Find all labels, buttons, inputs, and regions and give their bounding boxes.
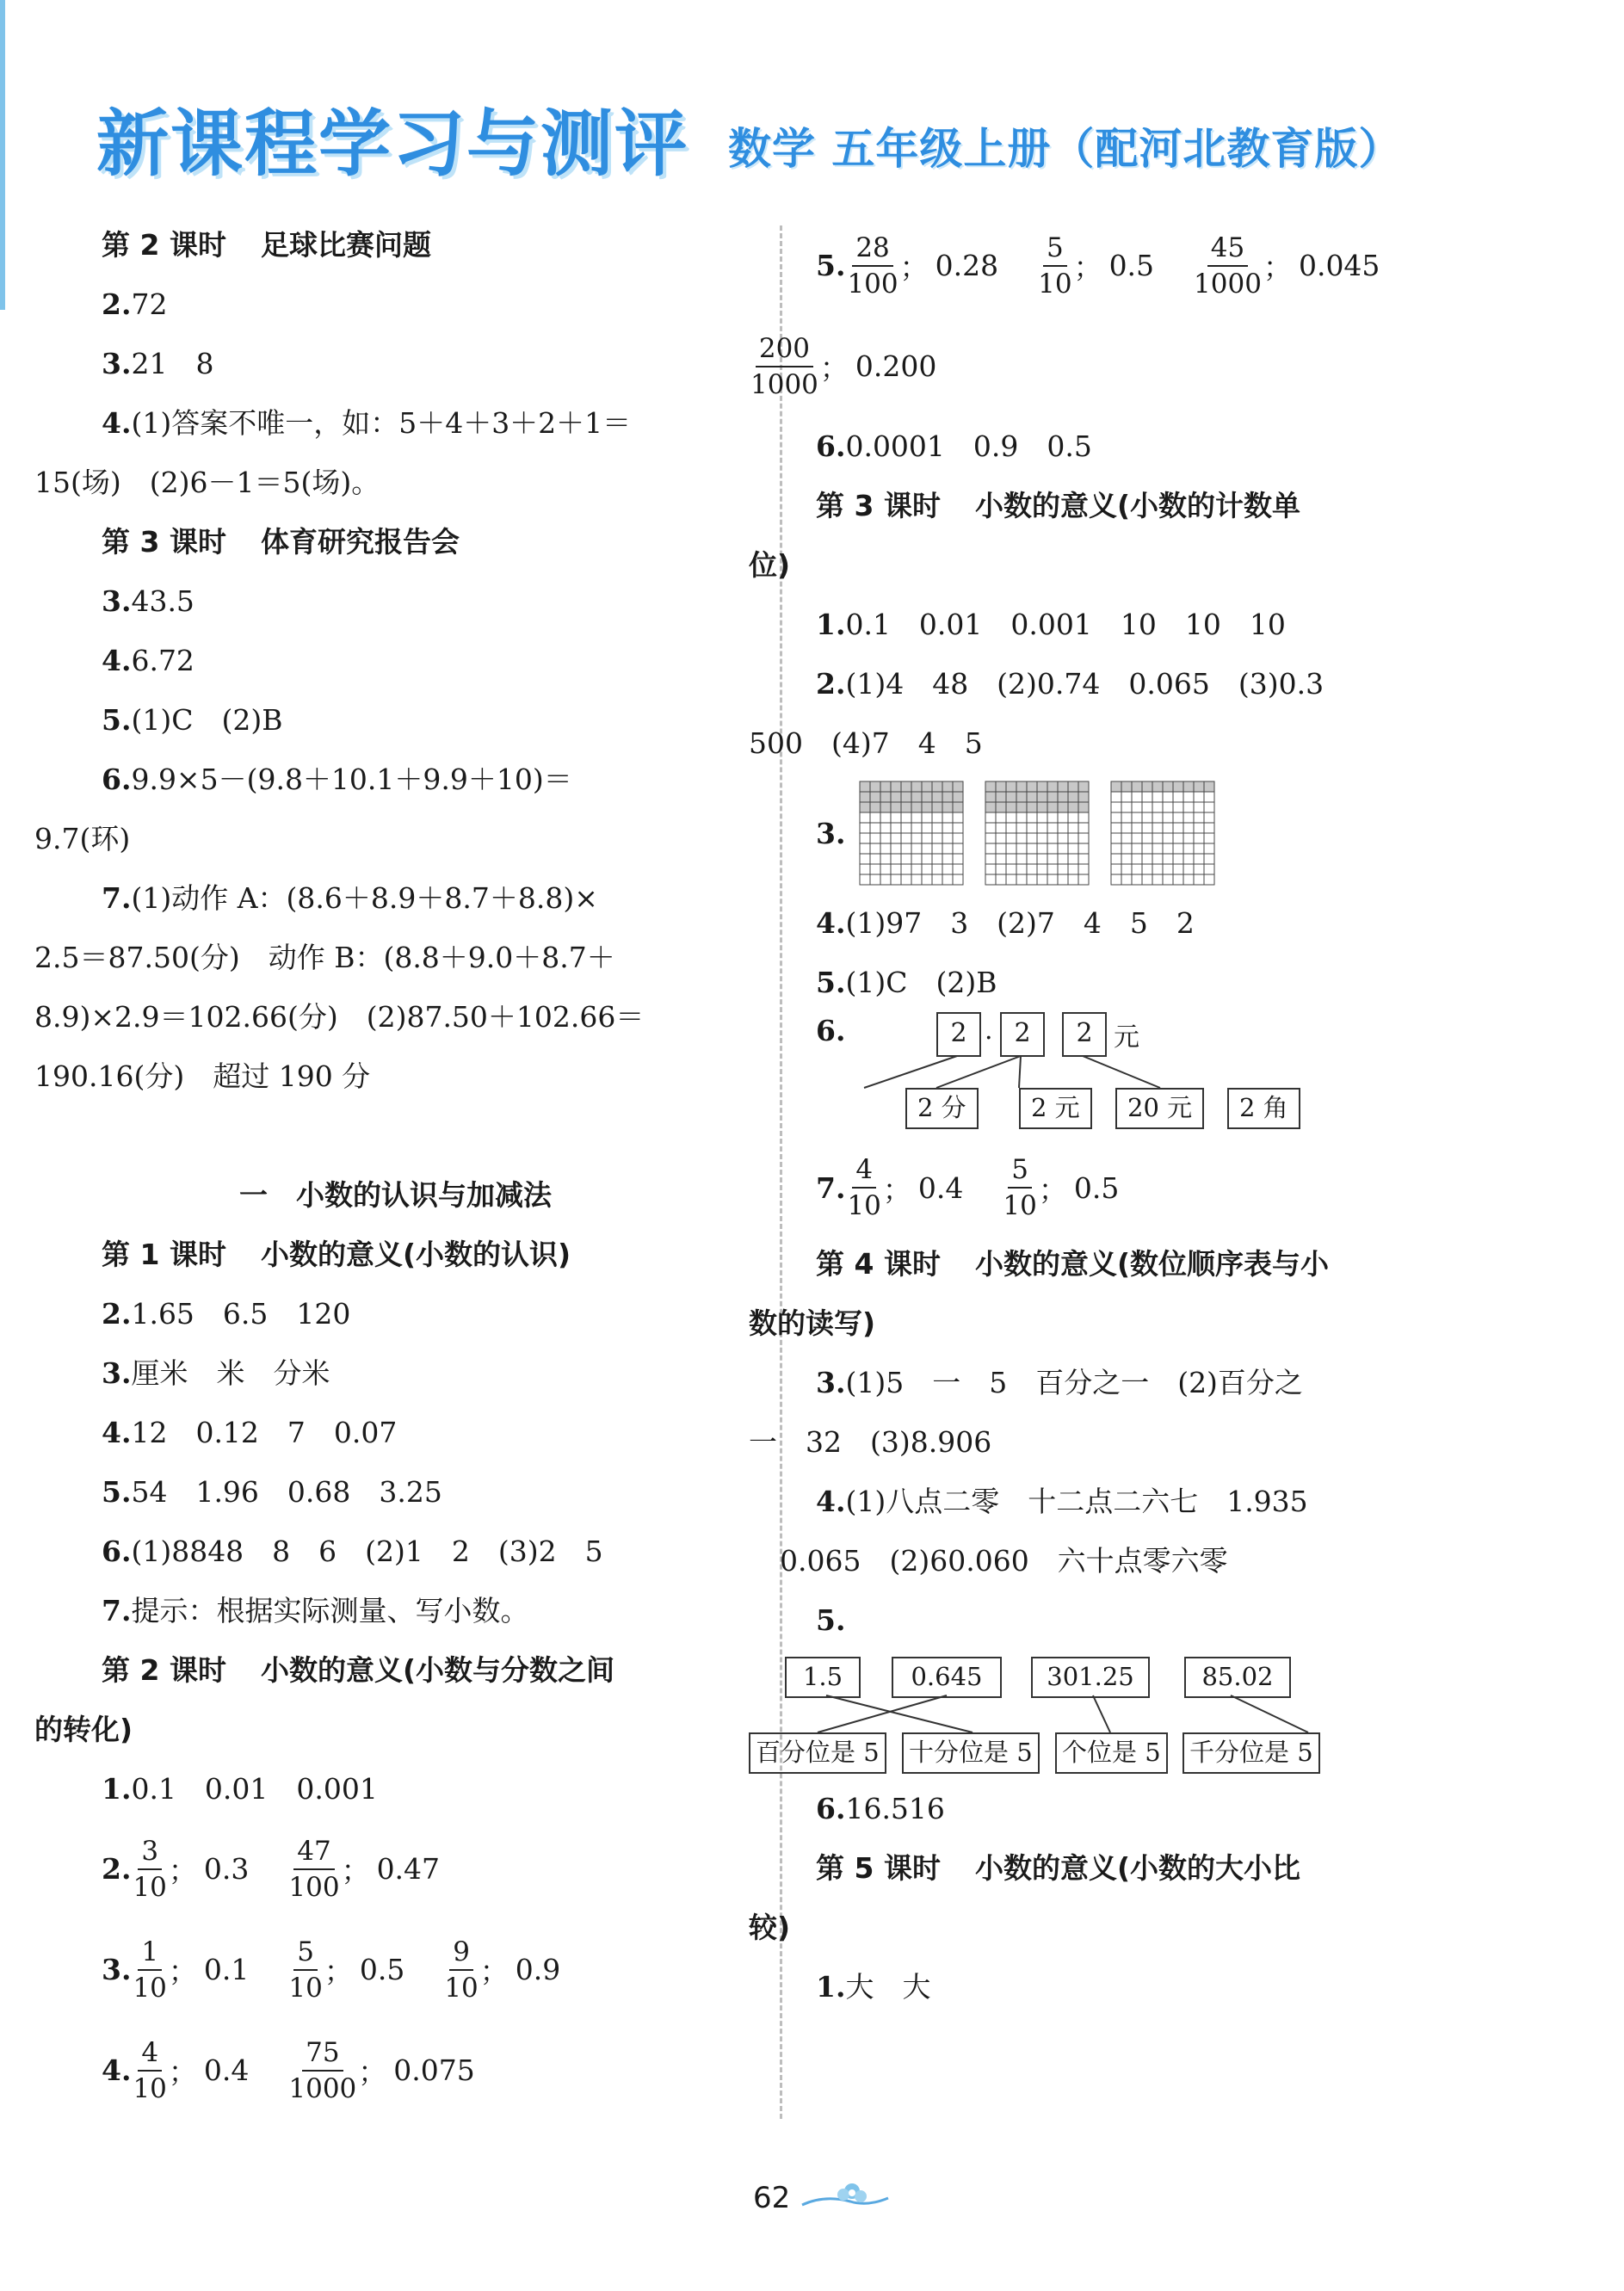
answer-line: 2.72 — [102, 287, 168, 321]
answer-line: 1.0.1 0.01 0.001 10 10 10 — [816, 608, 1286, 641]
answer-line: 5.(1)C (2)B — [816, 966, 997, 999]
answer-line: 4.12 0.12 7 0.07 — [102, 1416, 398, 1449]
answer-line: 190.16(分) 超过 190 分 — [34, 1059, 371, 1093]
column-divider — [780, 225, 782, 2119]
answer-line: 5. — [816, 1603, 846, 1637]
number-box: 301.25 — [1031, 1657, 1150, 1698]
answer-line: 1.0.1 0.01 0.001 — [102, 1772, 378, 1806]
amount-box: 20 元 — [1115, 1088, 1204, 1129]
lesson-heading: 第 3 课时 体育研究报告会 — [102, 525, 460, 559]
answer-line: 6.9.9×5－(9.8＋10.1＋9.9＋10)＝ — [102, 763, 572, 796]
fraction: $\frac{75}{1000}$ — [288, 2036, 357, 2104]
fraction: $\frac{200}{1000}$ — [750, 332, 818, 400]
decimal-value: 0.075 — [393, 2053, 475, 2087]
lesson-heading: 第 3 课时 小数的意义(小数的计数单 — [816, 489, 1301, 522]
lesson-heading: 较) — [749, 1911, 791, 1944]
answer-line: 4.6.72 — [102, 644, 195, 677]
number-box: 0.645 — [892, 1657, 1002, 1698]
answer-line: 6.0.0001 0.9 0.5 — [816, 429, 1092, 463]
fraction-line: 2. $\frac{3}{10}$ ； 0.3 $\frac{47}{100}$ ； 0.47 — [102, 1835, 441, 1903]
answer-line: 0.065 (2)60.060 六十点零六零 — [780, 1544, 1228, 1578]
answer-line: 1.大 大 — [816, 1970, 931, 2004]
decimal-value: 0.4 — [203, 2053, 250, 2087]
answer-line: 4.(1)97 3 (2)7 4 5 2 — [816, 906, 1195, 940]
fraction: $\frac{9}{10}$ — [444, 1936, 479, 2004]
fraction: $\frac{28}{100}$ — [847, 232, 898, 299]
answer-line: 9.7(环) — [34, 822, 131, 855]
decimal-value: 0.3 — [203, 1852, 250, 1886]
fraction-line: $\frac{200}{1000}$ ； 0.200 — [750, 332, 937, 400]
lesson-heading: 第 1 课时 小数的意义(小数的认识) — [102, 1238, 571, 1271]
fraction: $\frac{1}{10}$ — [133, 1936, 167, 2004]
flower-ornament-icon — [799, 2176, 893, 2219]
lesson-heading: 第 2 课时 足球比赛问题 — [102, 228, 431, 262]
answer-line: 4.(1)答案不唯一，如：5＋4＋3＋2＋1＝ — [102, 406, 632, 440]
decimal-value: 0.045 — [1298, 249, 1380, 282]
place-value-match — [749, 1650, 1470, 1779]
place-box: 个位是 5 — [1055, 1732, 1168, 1774]
book-subtitle: 数学 五年级上册（配河北教育版） — [728, 124, 1403, 174]
answer-line: 500 (4)7 4 5 — [749, 726, 983, 760]
decimal-value: 0.28 — [935, 249, 999, 282]
answer-line: 6.(1)8848 8 6 (2)1 2 (3)2 5 — [102, 1535, 603, 1568]
answer-line: 6.16.516 — [816, 1792, 945, 1825]
money-match: 6. 2 . 2 2 元 2 分 2 元 20 元 2 角 — [816, 1012, 1470, 1141]
page-number: 62 — [753, 2181, 791, 2215]
unit-title: 一 小数的认识与加减法 — [239, 1178, 552, 1212]
book-title: 新课程学习与测评 — [96, 101, 689, 186]
fraction-line: 7. $\frac{4}{10}$ ； 0.4 $\frac{5}{10}$ ； 0.5 — [816, 1154, 1120, 1221]
answer-number: 4. — [102, 2053, 132, 2087]
fraction: $\frac{5}{10}$ — [1003, 1154, 1037, 1221]
answer-line: 5.54 1.96 0.68 3.25 — [102, 1475, 442, 1509]
answer-line: 3.(1)5 一 5 百分之一 (2)百分之 — [816, 1366, 1303, 1399]
fraction: $\frac{5}{10}$ — [288, 1936, 323, 2004]
answer-line: 3.21 8 — [102, 347, 214, 380]
left-column — [34, 215, 756, 2121]
answer-line: 7.(1)动作 A：(8.6＋8.9＋8.7＋8.8)× — [102, 881, 598, 915]
hundred-grid — [857, 779, 966, 887]
answer-line: 2.(1)4 48 (2)0.74 0.065 (3)0.3 — [816, 667, 1325, 701]
lesson-heading: 第 4 课时 小数的意义(数位顺序表与小 — [816, 1247, 1330, 1281]
lesson-heading: 的转化) — [34, 1713, 133, 1746]
digit-box: 2 — [1062, 1012, 1107, 1057]
decimal-value: 0.5 — [359, 1953, 405, 1986]
digit-box: 2 — [936, 1012, 981, 1057]
hundred-grid — [1108, 779, 1217, 887]
answer-line: 2.1.65 6.5 120 — [102, 1297, 351, 1331]
lesson-heading: 第 5 课时 小数的意义(小数的大小比 — [816, 1851, 1301, 1885]
answer-number: 3. — [102, 1953, 132, 1986]
answer-number: 2. — [102, 1852, 132, 1886]
right-column — [749, 215, 1470, 2016]
decimal-value: 0.47 — [376, 1852, 441, 1886]
fraction: $\frac{47}{100}$ — [288, 1835, 340, 1903]
answer-line: 8.9)×2.9＝102.66(分) (2)87.50＋102.66＝ — [34, 1000, 645, 1034]
fraction-line: 5. $\frac{28}{100}$ ； 0.28 $\frac{5}{10}$ ； 0.5 $\frac{45}{1000}$ ； 0.045 — [816, 232, 1380, 299]
answer-line: 4.(1)八点二零 十二点二六七 1.935 — [816, 1485, 1308, 1518]
decimal-value: 0.9 — [515, 1953, 561, 1986]
answer-number: 5. — [816, 249, 846, 282]
fraction: $\frac{4}{10}$ — [847, 1154, 881, 1221]
fraction: $\frac{4}{10}$ — [133, 2036, 167, 2104]
decimal-value: 0.5 — [1108, 249, 1155, 282]
place-box: 百分位是 5 — [749, 1732, 886, 1774]
place-box: 千分位是 5 — [1182, 1732, 1320, 1774]
amount-box: 2 角 — [1227, 1088, 1300, 1129]
fraction-line: 4. $\frac{4}{10}$ ； 0.4 $\frac{75}{1000}$ ； 0.075 — [102, 2036, 475, 2104]
number-box: 1.5 — [785, 1657, 861, 1698]
grid-answer: 3. — [816, 773, 1470, 893]
lesson-heading: 第 2 课时 小数的意义(小数与分数之间 — [102, 1653, 615, 1687]
answer-line: 一 32 (3)8.906 — [749, 1425, 992, 1459]
answer-line: 5.(1)C (2)B — [102, 703, 283, 737]
amount-box: 2 分 — [905, 1088, 979, 1129]
lesson-heading: 数的读写) — [749, 1306, 876, 1340]
number-box: 85.02 — [1184, 1657, 1291, 1698]
amount-box: 2 元 — [1019, 1088, 1092, 1129]
answer-line: 15(场) (2)6－1＝5(场)。 — [34, 466, 380, 499]
hundred-grid — [983, 779, 1091, 887]
answer-line: 2.5＝87.50(分) 动作 B：(8.8＋9.0＋8.7＋ — [34, 941, 615, 974]
fraction: $\frac{3}{10}$ — [133, 1835, 167, 1903]
answer-number: 7. — [816, 1170, 846, 1205]
fraction-line: 3. $\frac{1}{10}$ ； 0.1 $\frac{5}{10}$ ； 0.5 $\frac{9}{10}$ ； 0.9 — [102, 1936, 561, 2004]
answer-line: 3.厘米 米 分米 — [102, 1356, 330, 1390]
digit-box: 2 — [1000, 1012, 1045, 1057]
answer-line: 7.提示：根据实际测量、写小数。 — [102, 1594, 529, 1627]
decimal-value: 0.5 — [1073, 1170, 1120, 1205]
fraction: $\frac{5}{10}$ — [1038, 232, 1072, 299]
answer-line: 3.43.5 — [102, 584, 195, 618]
page-header — [96, 90, 1402, 185]
lesson-heading: 位) — [749, 548, 791, 582]
edge-strip — [0, 0, 5, 310]
decimal-value: 0.1 — [203, 1953, 250, 1986]
place-box: 十分位是 5 — [902, 1732, 1040, 1774]
decimal-value: 0.4 — [917, 1170, 964, 1205]
fraction: $\frac{45}{1000}$ — [1194, 232, 1262, 299]
